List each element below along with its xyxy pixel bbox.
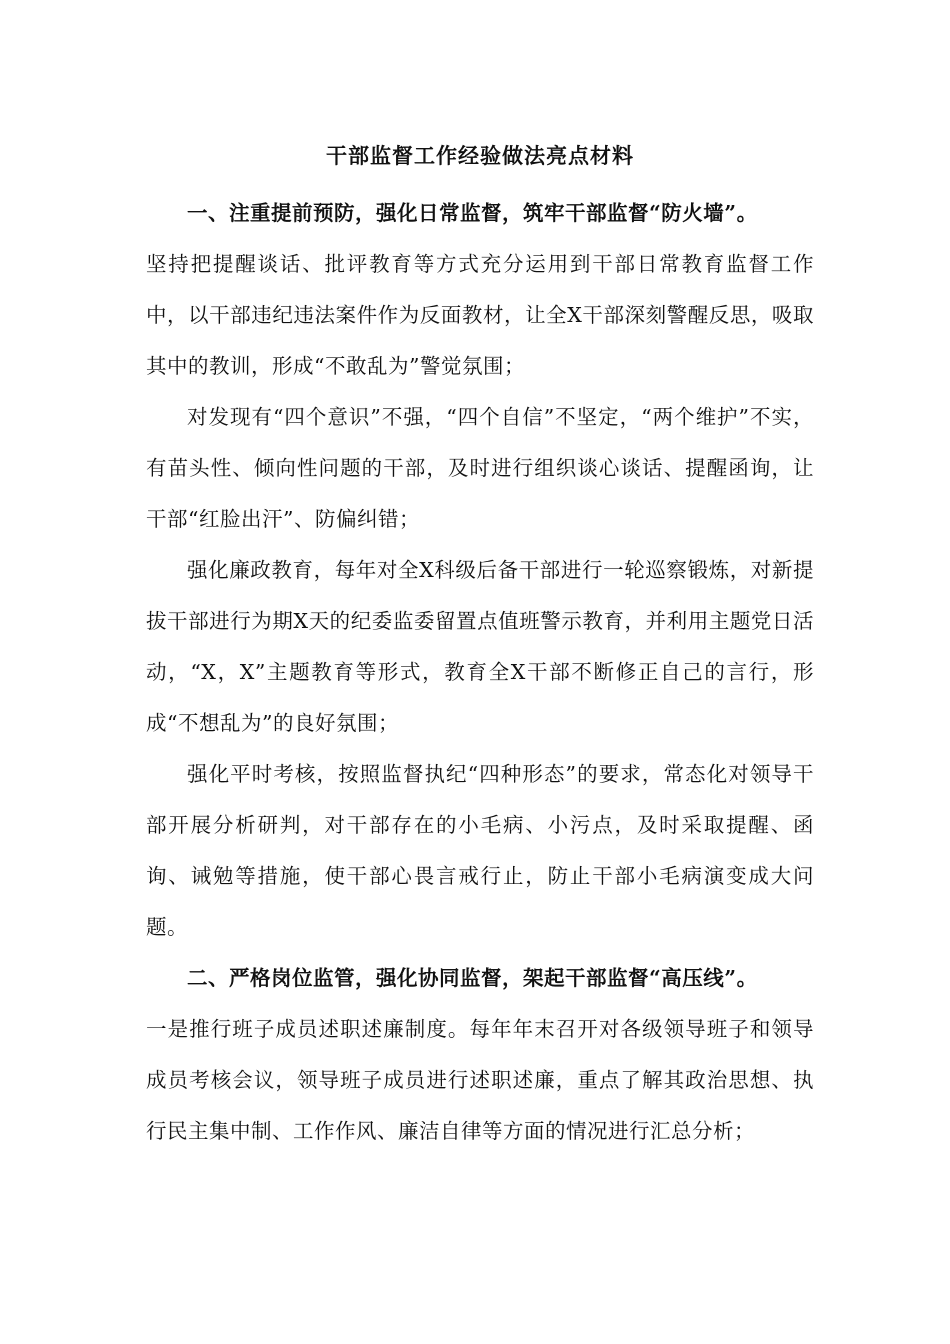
paragraph-four-consciousness: 对发现有“四个意识”不强，“四个自信”不坚定，“两个维护”不实，有苗头性、倾向性问题的干部，及时进行组织谈心谈话、提醒函询，让干部“红脸出汗”、防偏纠错；: [146, 405, 814, 531]
section-2-heading: 二、严格岗位监管，强化协同监督，架起干部监督“高压线”。: [187, 966, 758, 990]
document-page: [146, 138, 814, 1157]
section-1-body: 坚持把提醒谈话、批评教育等方式充分运用到干部日常教育监督工作中，以干部违纪违法案件作为反面教材，让全X干部深刻警醒反思，吸取其中的教训，形成“不敢乱为”警觉氛围；: [146, 252, 814, 378]
document-title: 干部监督工作经验做法亮点材料: [326, 143, 634, 168]
section-2-body: 一是推行班子成员述职述廉制度。每年年末召开对各级领导班子和领导成员考核会议，领导班子成员进行述职述廉，重点了解其政治思想、执行民主集中制、工作作风、廉洁自律等方面的情况进行汇总分析；: [146, 1017, 814, 1143]
section-1-heading: 一、注重提前预防，强化日常监督，筑牢干部监督“防火墙”。: [187, 201, 758, 225]
paragraph-regular-assessment: 强化平时考核，按照监督执纪“四种形态”的要求，常态化对领导干部开展分析研判，对干部存在的小毛病、小污点，及时采取提醒、函询、诫勉等措施，使干部心畏言戒行止，防止干部小毛病演变成大问题。: [146, 762, 814, 939]
paragraph-integrity-education: 强化廉政教育，每年对全X科级后备干部进行一轮巡察锻炼，对新提拔干部进行为期X天的纪委监委留置点值班警示教育，并利用主题党日活动，“X，X”主题教育等形式，教育全X干部不断修正自己的言行，形成“不想乱为”的良好氛围；: [146, 558, 814, 735]
